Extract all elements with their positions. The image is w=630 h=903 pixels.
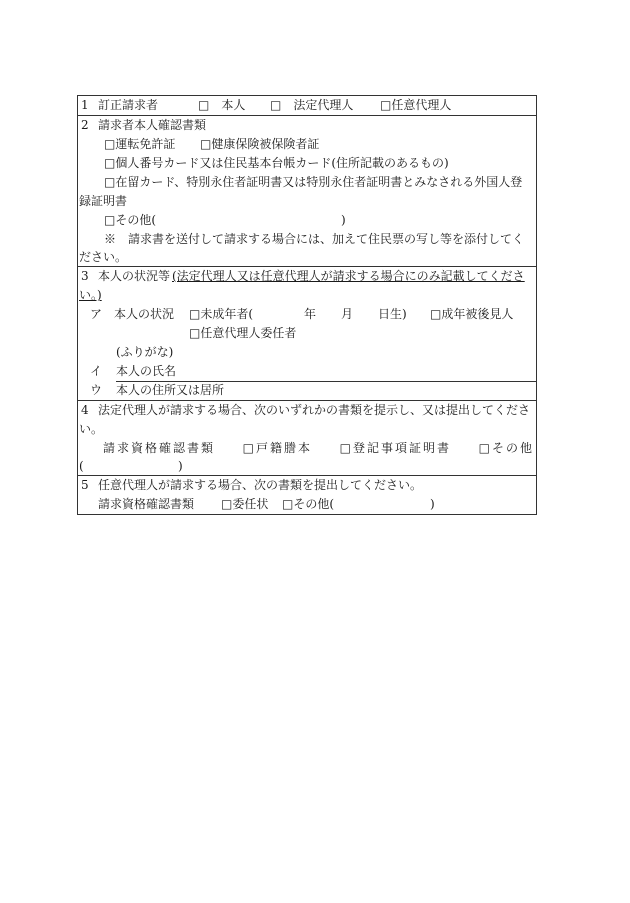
minor-checkbox[interactable]: □未成年者(: [189, 307, 254, 321]
birth-year-label: 年: [304, 307, 317, 321]
section-3-title: 本人の状況等: [98, 269, 171, 283]
other-document-checkbox[interactable]: □その他(: [104, 213, 157, 227]
section-1-requester: [78, 96, 536, 116]
legal-agent-other-open-paren: (: [79, 459, 84, 473]
requester-legal-agent-checkbox[interactable]: □ 法定代理人: [270, 98, 354, 112]
requester-self-checkbox[interactable]: □ 本人: [198, 98, 246, 112]
section-3-title-note-continued: い。): [79, 288, 102, 302]
section-4-number: 4: [81, 403, 89, 417]
section-4-title-continued: い。: [79, 422, 104, 436]
principal-address-label: 本人の住所又は居所: [116, 383, 225, 397]
principal-name-field[interactable]: [116, 362, 536, 382]
residence-card-continued: 録証明書: [79, 194, 128, 208]
section-2-identity-documents: [78, 116, 536, 267]
section-5-number: 5: [81, 478, 89, 492]
principal-name-marker: イ: [90, 364, 103, 378]
residence-card-checkbox[interactable]: □在留カード、特別永住者証明書又は特別永住者証明書とみなされる外国人登: [104, 175, 523, 189]
birth-month-label: 月: [341, 307, 354, 321]
section-1-title: 訂正請求者: [98, 98, 159, 112]
section-3-title-note: (法定代理人又は任意代理人が請求する場合にのみ記載してくださ: [172, 269, 525, 283]
principal-name-label: 本人の氏名: [116, 362, 536, 382]
legal-agent-other-close-paren: ): [178, 459, 183, 473]
adult-ward-checkbox[interactable]: □成年被後見人: [430, 307, 514, 321]
furigana-label: (ふりがな): [116, 345, 174, 359]
mail-request-note: ※ 請求書を送付して請求する場合には、加えて住民票の写し等を添付してく: [104, 232, 525, 246]
voluntary-agent-other-close-paren: ): [430, 497, 435, 511]
section-4-legal-agent-documents: [78, 401, 536, 476]
voluntary-agent-doc-label: 請求資格確認書類: [98, 497, 195, 511]
section-5-title: 任意代理人が請求する場合、次の書類を提出してください。: [98, 478, 423, 492]
power-of-attorney-checkbox[interactable]: □委任状: [221, 497, 269, 511]
principal-status-label: ア 本人の状況: [90, 307, 175, 321]
registry-certificate-checkbox[interactable]: □登記事項証明書: [339, 441, 451, 455]
legal-agent-other-checkbox[interactable]: □その他: [478, 441, 534, 455]
requester-voluntary-agent-checkbox[interactable]: □任意代理人: [380, 98, 452, 112]
family-register-checkbox[interactable]: □戸籍謄本: [242, 441, 312, 455]
voluntary-principal-checkbox[interactable]: □任意代理人委任者: [189, 326, 297, 340]
section-3-principal-status: [78, 267, 536, 401]
section-3-number: 3: [81, 269, 89, 283]
legal-agent-doc-label: 請求資格確認書類: [103, 441, 216, 455]
section-1-number: 1: [81, 98, 89, 112]
section-2-title: 請求者本人確認書類: [98, 118, 207, 132]
mail-request-note-continued: ださい。: [79, 250, 128, 264]
voluntary-agent-other-checkbox[interactable]: □その他(: [282, 497, 335, 511]
section-4-title: 法定代理人が請求する場合、次のいずれかの書類を提示し、又は提出してくださ: [98, 403, 531, 417]
drivers-license-checkbox[interactable]: □運転免許証: [104, 137, 176, 151]
birth-day-label: 日生): [378, 307, 407, 321]
principal-address-marker: ウ: [90, 383, 103, 397]
my-number-card-checkbox[interactable]: □個人番号カード又は住民基本台帳カード(住所記載のあるもの): [104, 156, 449, 170]
legal-agent-doc-options: [78, 439, 536, 458]
section-5-voluntary-agent-documents: [78, 476, 536, 514]
other-document-close-paren: ): [341, 213, 346, 227]
section-2-number: 2: [81, 118, 89, 132]
request-form-table: [77, 95, 537, 515]
health-insurance-checkbox[interactable]: □健康保険被保険者証: [200, 137, 320, 151]
